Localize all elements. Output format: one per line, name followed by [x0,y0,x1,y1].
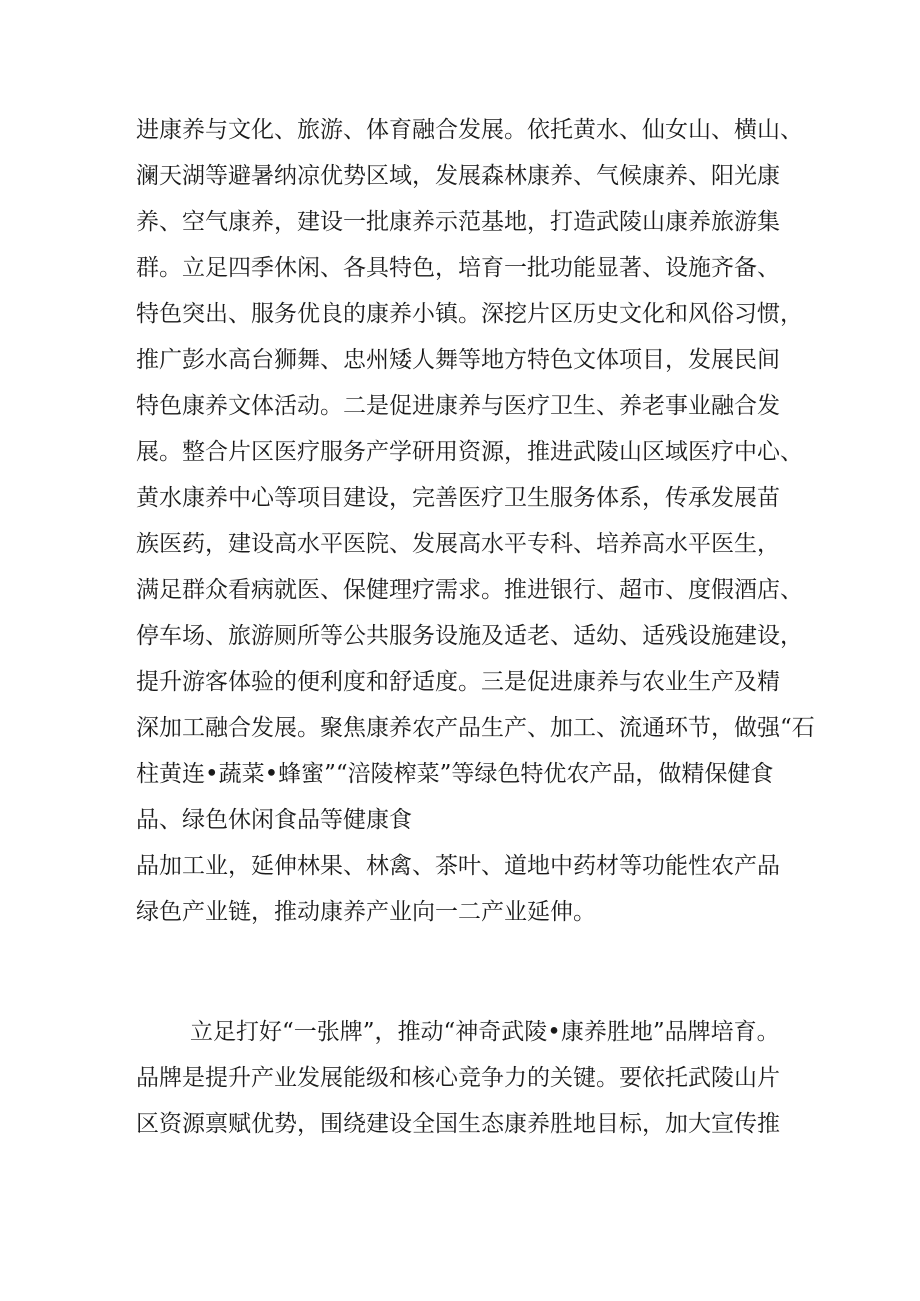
text-line: 满足群众看病就医、保健理疗需求。推进银行、超市、度假酒店、 [136,577,803,603]
text-line: 停车场、旅游厕所等公共服务设施及适老、适幼、适残设施建设， [136,623,803,649]
text-line: 黄水康养中心等项目建设，完善医疗卫生服务体系，传承发展苗 [136,485,780,511]
text-line: 族医药，建设高水平医院、发展高水平专科、培养高水平医生， [136,531,780,557]
text-line: 品加工业，延伸林果、林禽、茶叶、道地中药材等功能性农产品 [136,853,780,879]
text-line: 展。整合片区医疗服务产学研用资源，推进武陵山区域医疗中心、 [136,439,803,465]
text-line: 澜天湖等避暑纳凉优势区域，发展森林康养、气候康养、阳光康 [136,163,780,189]
text-line: 特色康养文体活动。二是促进康养与医疗卫生、养老事业融合发 [136,393,780,419]
text-line: 品牌是提升产业发展能级和核心竞争力的关键。要依托武陵山片 [136,1065,780,1091]
text-line: 柱黄连•蔬菜•蜂蜜”“涪陵榨菜”等绿色特优农产品，做精保健食 [136,761,774,787]
text-line: 提升游客体验的便利度和舒适度。三是促进康养与农业生产及精 [136,669,780,695]
text-line: 区资源禀赋优势，围绕建设全国生态康养胜地目标，加大宣传推 [136,1111,780,1137]
text-line: 品、绿色休闲食品等健康食 [136,807,412,833]
text-line: 立足打好“一张牌”，推动“神奇武陵•康养胜地”品牌培育。 [190,1019,780,1045]
text-line: 推广彭水高台狮舞、忠州矮人舞等地方特色文体项目，发展民间 [136,347,780,373]
text-line: 群。立足四季休闲、各具特色，培育一批功能显著、设施齐备、 [136,255,780,281]
text-line: 绿色产业链，推动康养产业向一二产业延伸。 [136,899,596,925]
text-line: 进康养与文化、旅游、体育融合发展。依托黄水、仙女山、横山、 [136,117,803,143]
text-line: 养、空气康养，建设一批康养示范基地，打造武陵山康养旅游集 [136,209,780,235]
text-line: 特色突出、服务优良的康养小镇。深挖片区历史文化和风俗习惯， [136,301,803,327]
text-line: 深加工融合发展。聚焦康养农产品生产、加工、流通环节，做强“石 [136,715,815,741]
